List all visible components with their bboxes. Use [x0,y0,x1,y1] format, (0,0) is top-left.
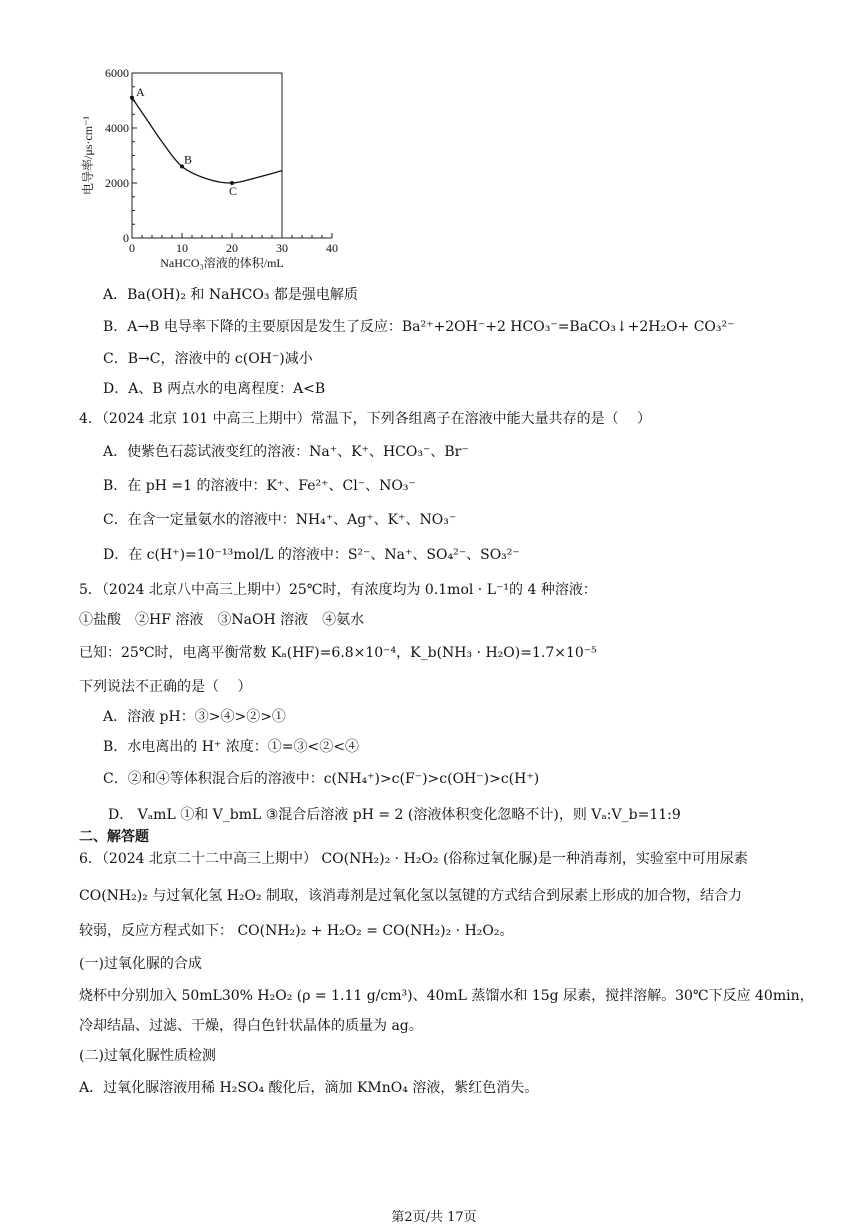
q3-option-a: A．Ba(OH)₂ 和 NaHCO₃ 都是强电解质 [103,287,358,303]
q6-line-1: 6．（2024 北京二十二中高三上期中） CO(NH₂)₂ · H₂O₂ (俗称过氧化脲)是一种消毒剂，实验室中可用尿素 [79,851,748,867]
conductivity-chart [70,60,360,275]
x-tick-label: 40 [326,241,338,255]
y-axis-label: 电导率/μs·cm⁻¹ [81,115,95,196]
section-heading: 二、解答题 [79,829,149,845]
q6-part-2-heading: (二)过氧化脲性质检测 [79,1048,216,1064]
q5-option-b: B．水电离出的 H⁺ 浓度：①=③<②<④ [103,739,359,755]
q5-known: 已知：25℃时，电离平衡常数 Kₐ(HF)=6.8×10⁻⁴，K_b(NH₃ · H₂O)=1.7×10⁻⁵ [79,645,597,661]
q4-stem: 4．（2024 北京 101 中高三上期中）常温下，下列各组离子在溶液中能大量共存的是（ ） [79,411,652,427]
q6-part-1-text-2: 冷却结晶、过滤、干燥，得白色针状晶体的质量为 ag。 [79,1018,423,1034]
point-label-c: C [229,184,238,198]
x-tick-label: 10 [176,241,188,255]
x-axis-label: NaHCO₃溶液的体积/mL [160,256,284,270]
q6-line-3: 较弱，反应方程式如下： CO(NH₂)₂ + H₂O₂ = CO(NH₂)₂ · H₂O₂。 [79,923,514,939]
q5-ask: 下列说法不正确的是（ ） [79,679,252,695]
q5-option-c: C．②和④等体积混合后的溶液中：c(NH₄⁺)>c(F⁻)>c(OH⁻)>c(H⁺) [103,771,540,787]
y-tick-label: 4000 [105,121,129,135]
plot-frame [132,73,282,238]
page-footer: 第2页/共 17页 [391,1210,477,1225]
point-label-b: B [184,152,193,167]
conductivity-curve [132,98,282,183]
y-tick-label: 6000 [105,66,129,80]
q4-option-c: C．在含一定量氨水的溶液中：NH₄⁺、Ag⁺、K⁺、NO₃⁻ [103,512,457,528]
q5-option-a: A．溶液 pH：③>④>②>① [103,709,286,725]
x-tick-label: 0 [129,241,135,255]
x-tick-label: 20 [226,241,238,255]
q6-line-2: CO(NH₂)₂ 与过氧化氢 H₂O₂ 制取，该消毒剂是过氧化氢以氢键的方式结合到尿素上形成的加合物，结合力 [79,888,743,904]
y-tick-label: 0 [123,231,129,245]
q4-option-a: A．使紫色石蕊试液变红的溶液：Na⁺、K⁺、HCO₃⁻、Br⁻ [103,444,469,460]
point-a [130,96,134,100]
x-tick-label: 30 [276,241,288,255]
q5-stem: 5．（2024 北京八中高三上期中）25℃时，有浓度均为 0.1mol · L⁻¹的 4 种溶液： [79,582,597,598]
q3-option-c: C．B→C，溶液中的 c(OH⁻)减小 [103,351,313,367]
point-label-a: A [136,84,145,99]
q4-option-d: D．在 c(H⁺)=10⁻¹³mol/L 的溶液中：S²⁻、Na⁺、SO₄²⁻、SO₃²⁻ [103,547,520,563]
y-tick-label: 2000 [105,176,129,190]
q3-option-d: D．A、B 两点水的电离程度：A<B [103,381,326,397]
q6-part-1-text-1: 烧杯中分别加入 50mL30% H₂O₂ (ρ = 1.11 g/cm³)、40mL 蒸馏水和 15g 尿素，搅拌溶解。30℃下反应 40min， [79,988,814,1004]
q5-option-d: D． VₐmL ①和 V_bmL ③混合后溶液 pH = 2 (溶液体积变化忽略不计)，则 Vₐ:V_b=11:9 [108,807,681,823]
q5-items: ①盐酸 ②HF 溶液 ③NaOH 溶液 ④氨水 [79,612,365,628]
q6-part-1-heading: (一)过氧化脲的合成 [79,956,202,972]
q3-option-b: B．A→B 电导率下降的主要原因是发生了反应：Ba²⁺+2OH⁻+2 HCO₃⁻=BaCO₃↓+2H₂O+ CO₃²⁻ [103,319,735,335]
q6-part-2-item-a: A．过氧化脲溶液用稀 H₂SO₄ 酸化后，滴加 KMnO₄ 溶液，紫红色消失。 [79,1080,539,1096]
q4-option-b: B．在 pH =1 的溶液中：K⁺、Fe²⁺、Cl⁻、NO₃⁻ [103,478,416,494]
